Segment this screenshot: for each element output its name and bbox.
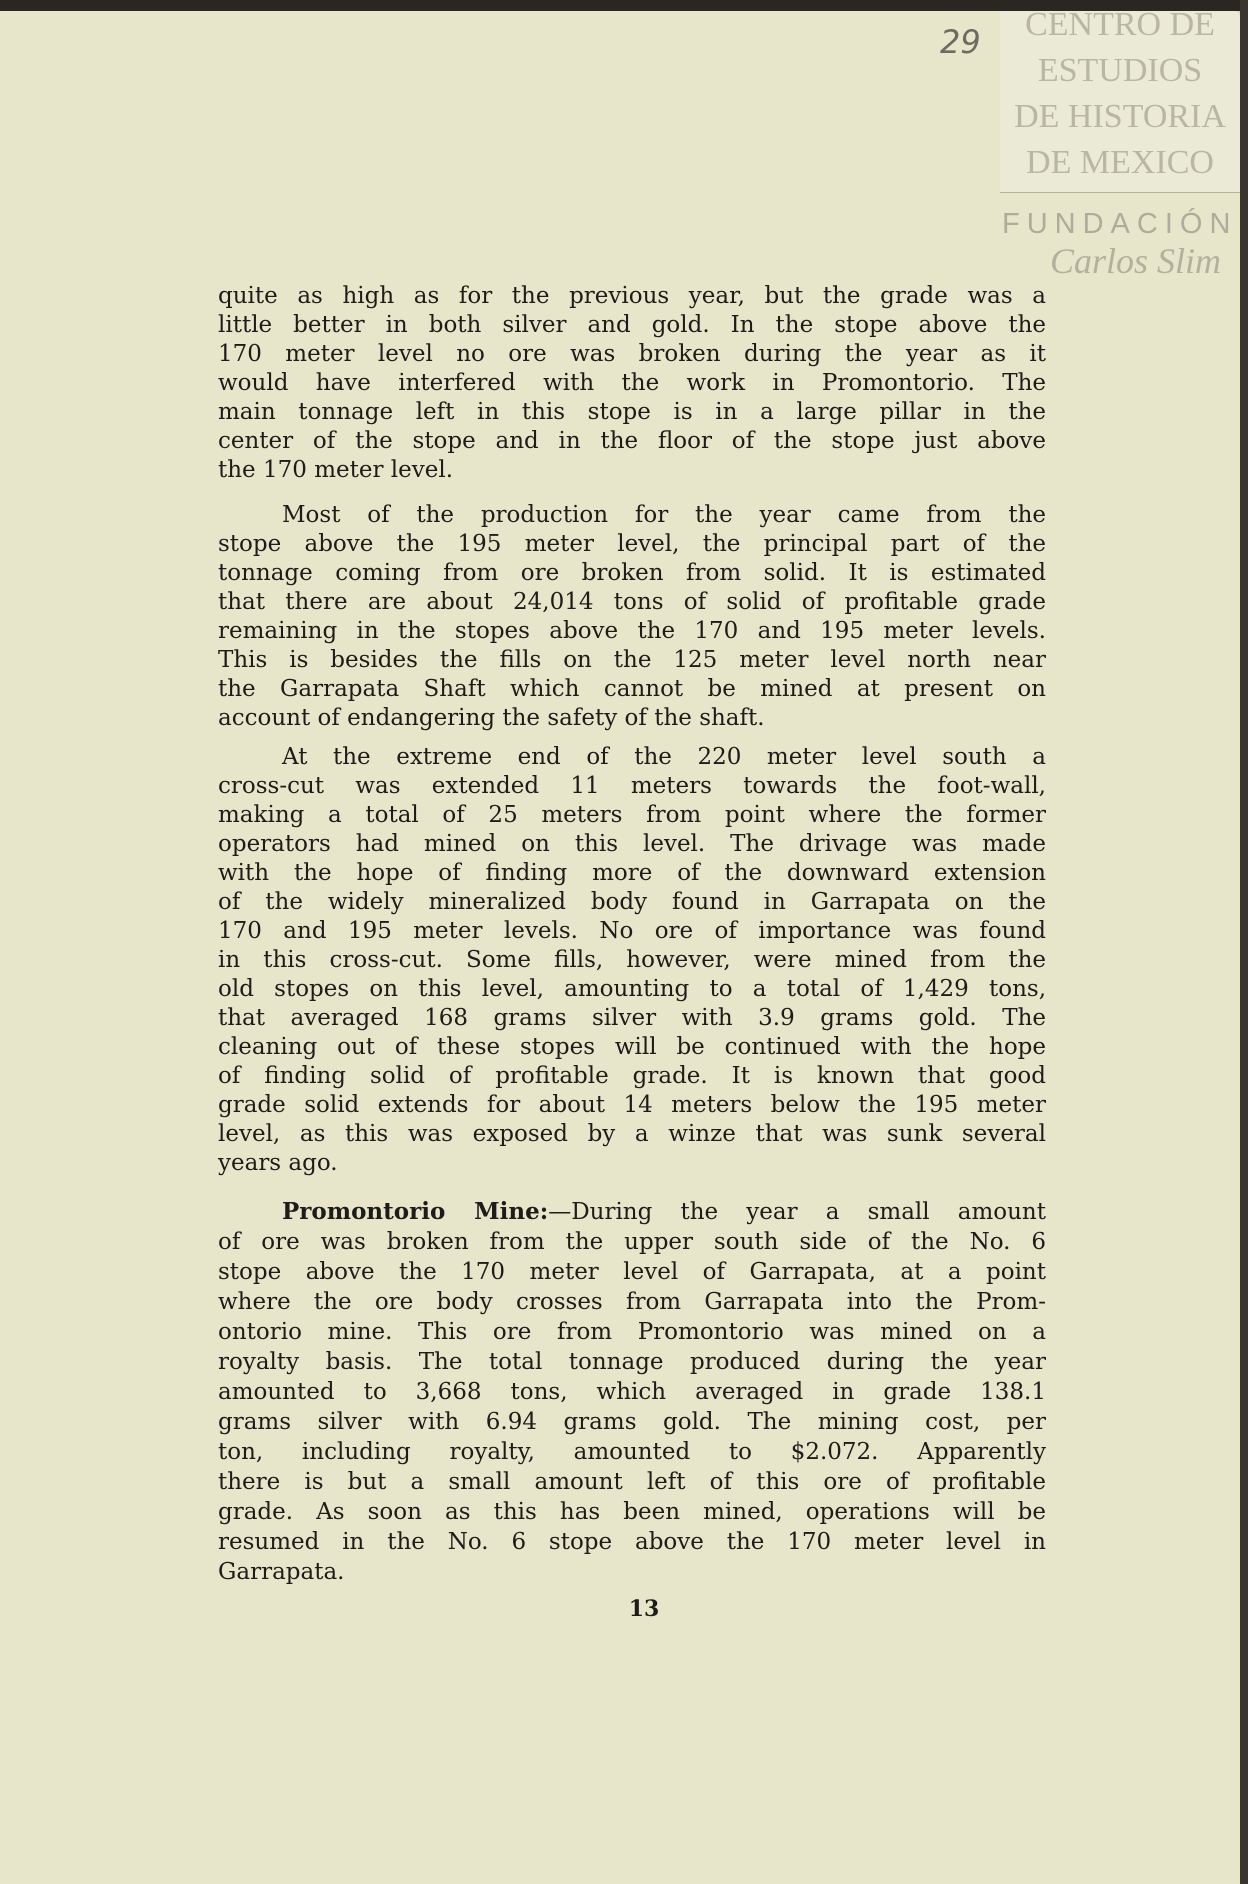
text-line: Garrapata.	[218, 1559, 345, 1585]
text-line: center of the stope and in the floor of the stope just above	[218, 428, 1046, 454]
text-line: grade solid extends for about 14 meters below the 195 meter	[218, 1092, 1046, 1118]
watermark-signature: Carlos Slim	[1050, 241, 1222, 281]
text-line: that averaged 168 grams silver with 3.9 grams gold. The	[218, 1005, 1046, 1031]
text-line: grade. As soon as this has been mined, operations will be	[218, 1499, 1046, 1525]
watermark-divider	[1000, 192, 1240, 193]
watermark-line: CENTRO DE	[1025, 6, 1215, 43]
text-line: 170 and 195 meter levels. No ore of importance was found	[218, 918, 1046, 944]
text-line: operators had mined on this level. The drivage was made	[218, 831, 1046, 857]
text-line: Most of the production for the year came from the	[282, 502, 1046, 528]
text-line: of ore was broken from the upper south side of the No. 6	[218, 1229, 1046, 1255]
watermark-line: DE HISTORIA	[1014, 98, 1226, 135]
text-line: cleaning out of these stopes will be continued with the hope	[218, 1034, 1046, 1060]
text-line: royalty basis. The total tonnage produced during the year	[218, 1349, 1046, 1375]
text-run: —During the year a small amount	[548, 1199, 1046, 1225]
text-line: amounted to 3,668 tons, which averaged in grade 138.1	[218, 1379, 1046, 1405]
text-line: This is besides the fills on the 125 meter level north near	[218, 647, 1046, 673]
watermark-line: ESTUDIOS	[1037, 52, 1203, 89]
text-line	[218, 1197, 1046, 1227]
paragraph-2	[218, 501, 1046, 733]
text-line: quite as high as for the previous year, but the grade was a	[218, 283, 1046, 309]
paragraph-1	[218, 282, 1046, 485]
text-line: where the ore body crosses from Garrapata into the Prom-	[218, 1289, 1046, 1315]
text-line: little better in both silver and gold. In the stope above the	[218, 312, 1046, 338]
text-line: level, as this was exposed by a winze that was sunk several	[218, 1121, 1046, 1147]
section-heading: Promontorio Mine:	[282, 1198, 549, 1225]
text-line: ton, including royalty, amounted to $2.072. Apparently	[218, 1439, 1046, 1465]
text-line: years ago.	[218, 1150, 338, 1176]
text-line: of finding solid of profitable grade. It is known that good	[218, 1063, 1046, 1089]
text-line: cross-cut was extended 11 meters towards the foot-wall,	[218, 773, 1046, 799]
text-line: stope above the 170 meter level of Garrapata, at a point	[218, 1259, 1046, 1285]
text-line: the Garrapata Shaft which cannot be mined at present on	[218, 676, 1046, 702]
text-line: tonnage coming from ore broken from solid. It is estimated	[218, 560, 1046, 586]
text-line: of the widely mineralized body found in Garrapata on the	[218, 889, 1046, 915]
text-line: with the hope of finding more of the downward extension	[218, 860, 1046, 886]
text-line: account of endangering the safety of the shaft.	[218, 705, 765, 731]
text-line: that there are about 24,014 tons of solid of profitable grade	[218, 589, 1046, 615]
text-line: in this cross-cut. Some fills, however, were mined from the	[218, 947, 1046, 973]
paragraph-3	[218, 743, 1046, 1178]
text-line: remaining in the stopes above the 170 and 195 meter levels.	[218, 618, 1046, 644]
handwritten-page-number: 29	[940, 23, 981, 61]
text-line: stope above the 195 meter level, the principal part of the	[218, 531, 1046, 557]
text-line: ontorio mine. This ore from Promontorio was mined on a	[218, 1319, 1046, 1345]
text-line: old stopes on this level, amounting to a total of 1,429 tons,	[218, 976, 1046, 1002]
paragraph-promontorio-mine	[218, 1197, 1046, 1587]
text-line: making a total of 25 meters from point where the former	[218, 802, 1046, 828]
text-line: would have interfered with the work in Promontorio. The	[218, 370, 1046, 396]
watermark-foundation: FUNDACIÓN	[1002, 208, 1238, 240]
text-line: 170 meter level no ore was broken during the year as it	[218, 341, 1046, 367]
text-line: the 170 meter level.	[218, 457, 454, 483]
page-number: 13	[628, 1596, 660, 1622]
text-line: grams silver with 6.94 grams gold. The mining cost, per	[218, 1409, 1046, 1435]
text-line: resumed in the No. 6 stope above the 170 meter level in	[218, 1529, 1046, 1555]
watermark-line: DE MEXICO	[1026, 144, 1214, 181]
text-line: At the extreme end of the 220 meter level south a	[282, 744, 1046, 770]
text-line: there is but a small amount left of this ore of profitable	[218, 1469, 1046, 1495]
text-line: main tonnage left in this stope is in a large pillar in the	[218, 399, 1046, 425]
